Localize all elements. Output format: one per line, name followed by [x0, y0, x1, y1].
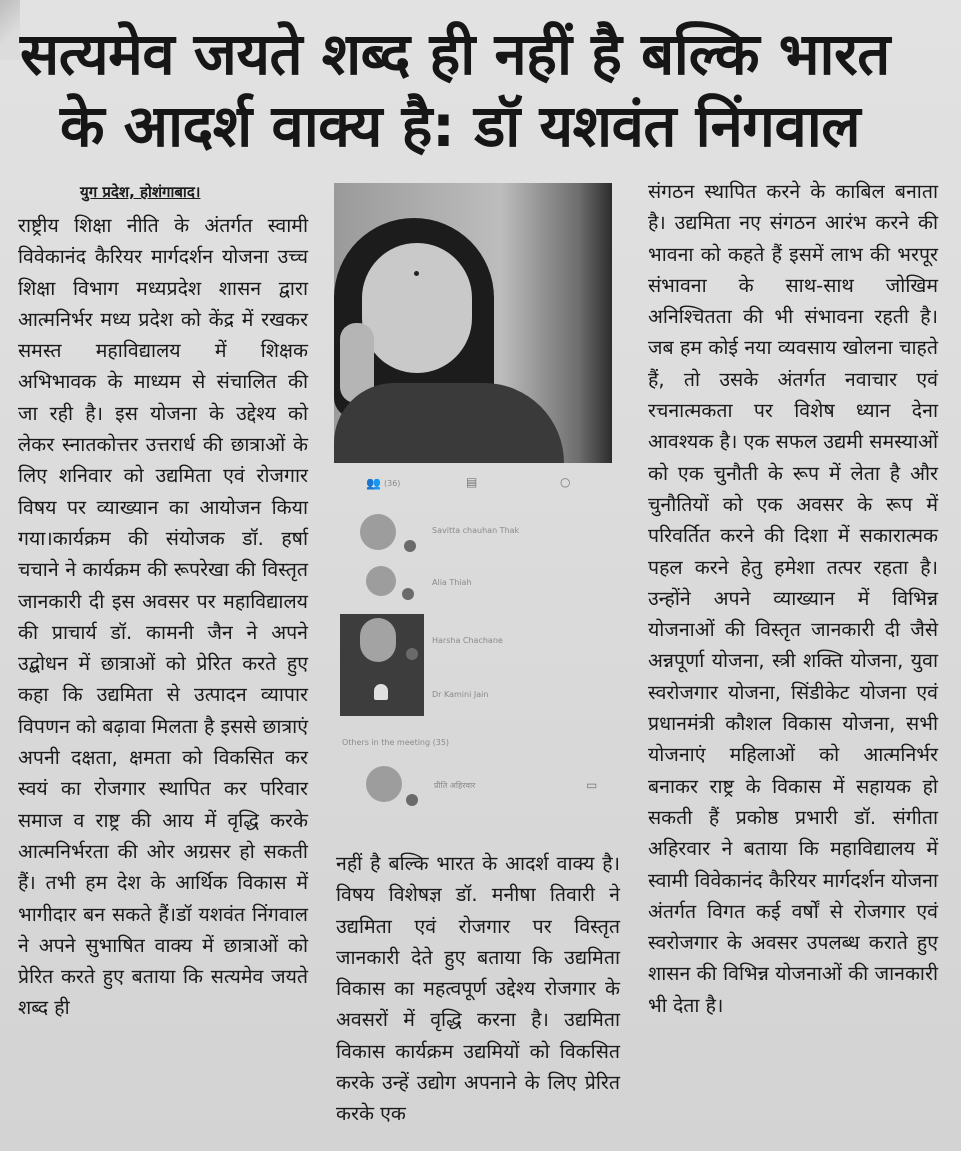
more-icon: ▭: [586, 778, 598, 792]
participant-avatar: [366, 766, 402, 802]
participant-avatar: [360, 514, 396, 550]
dateline: युग प्रदेश, होशंगाबाद।: [80, 183, 201, 201]
others-label: Others in the meeting (35): [342, 738, 450, 747]
headline-line-1: सत्यमेव जयते शब्द ही नहीं है बल्कि भारत: [20, 20, 890, 88]
video-tile: [340, 614, 424, 716]
participant-name: Alia Thiah: [432, 578, 472, 587]
mic-off-icon: [402, 588, 414, 600]
article-column-1: [18, 210, 308, 1024]
paper-fold-shadow: [0, 0, 20, 60]
mic-off-icon: [406, 794, 418, 806]
participant-name: Harsha Chachane: [432, 636, 503, 645]
headline: [20, 18, 945, 162]
people-icon: 👥: [366, 476, 381, 490]
participant-name: Dr Kamini Jain: [432, 690, 489, 699]
participant-avatar: [366, 566, 396, 596]
people-count: (36): [384, 479, 401, 488]
article-column-2: [336, 848, 620, 1130]
meeting-screenshot: [334, 468, 624, 838]
column-3-text: संगठन स्थापित करने के काबिल बनाता है। उद्यमिता नए संगठन आरंभ करने की भावना को कहते हैं इसमें लाभ की भरपूर संभावना के साथ-साथ जोखिम अनिश्चितता की भी संभावना रहती है। जब हम कोई नया व्यवसाय खोलना चाहते हैं, तो उसके अंतर्गत नवाचार एवं रचनात्मकता पर विशेष ध्यान देना आवश्यक है। एक सफल उद्यमी समस्याओं को एक चुनौती के रूप में लेता है और चुनौतियों को एक अवसर के रूप में परिवर्तित करने की दिशा में सकारात्मक पहल करने हेतु हमेशा तत्पर रहता है। उन्होंने अपने व्याख्यान में विभिन्न योजनाओं की विस्तृत जानकारी दी जैसे अन्नपूर्णा योजना, स्त्री शक्ति योजना, युवा स्वरोजगार योजना, सिंडीकेट योजना एवं प्रधानमंत्री कौशल विकास योजना, सभी योजनाएं महिलाओं को आत्मनिर्भर बनाकर राष्ट्र के विकास में सहायक हो सकती हैं प्रकोष्ठ प्रभारी डॉ. संगीता अहिरवार ने बताया कि महाविद्यालय में स्वामी विवेकानंद कैरियर मार्गदर्शन योजना अंतर्गत विगत कई वर्षों से रोजगार एवं स्वरोजगार के अवसर उपलब्ध कराते हुए शासन की विभिन्न योजनाओं की जानकारी भी देता है।: [648, 180, 938, 1017]
photo-face: [362, 243, 472, 373]
mic-off-icon: [406, 648, 418, 660]
bell-icon: [374, 684, 388, 700]
chat-icon: ▤: [466, 475, 478, 489]
participant-name: Savitta chauhan Thak: [432, 526, 520, 535]
article-column-3: [648, 176, 938, 1021]
activity-icon: ○: [560, 475, 571, 489]
column-1-text: राष्ट्रीय शिक्षा नीति के अंतर्गत स्वामी विवेकानंद कैरियर मार्गदर्शन योजना उच्च शिक्षा विभाग मध्यप्रदेश शासन द्वारा आत्मनिर्भर मध्य प्रदेश को केंद्र में रखकर समस्त महाविद्यालय में शिक्षक अभिभावक के माध्यम से संचालित की जा रही है। इस योजना के उद्देश्य को लेकर स्नातकोत्तर उत्तरार्ध की छात्राओं के लिए शनिवार को उद्यमिता एवं रोजगार विषय पर व्याख्यान का आयोजन किया गया।कार्यक्रम की संयोजक डॉ. हर्षा चचाने ने कार्यक्रम की रूपरेखा की विस्तृत जानकारी दी इस अवसर पर महाविद्यालय की प्राचार्य डॉ. कामनी जैन ने अपने उद्बोधन में छात्राओं को प्रेरित करते हुए कहा कि उद्यमिता से उत्पादन व्यापार विपणन को बढ़ावा मिलता है इससे छात्राएं अपनी दक्षता, क्षमता को विकसित कर स्वयं का रोजगार स्थापित कर परिवार समाज व राष्ट्र की आय में वृद्धि करके आत्मनिर्भरता की ओर अग्रसर हो सकती हैं। तभी हम देश के आर्थिक विकास में भागीदार बन सकते हैं।डॉ यशवंत निंगवाल ने अपने सुभाषित वाक्य में छात्राओं को प्रेरित करते हुए बताया कि सत्यमेव जयते शब्द ही: [18, 214, 308, 1020]
speaker-photo: [334, 183, 612, 463]
participant-name: प्रीति अहिरवार: [434, 781, 476, 790]
mic-off-icon: [404, 540, 416, 552]
column-2-text: नहीं है बल्कि भारत के आदर्श वाक्य है।विषय विशेषज्ञ डॉ. मनीषा तिवारी ने उद्यमिता एवं रोजगार पर विस्तृत जानकारी देते हुए बताया कि उद्यमिता विकास का महत्वपूर्ण उद्देश्य रोजगार के अवसरों में वृद्धि करना है। उद्यमिता विकास कार्यक्रम उद्यमियों को विकसित करके उन्हें उद्योग अपनाने के लिए प्रेरित करके एक: [336, 852, 620, 1126]
headline-line-2: के आदर्श वाक्य है: डॉ यशवंत निंगवाल: [60, 92, 861, 160]
